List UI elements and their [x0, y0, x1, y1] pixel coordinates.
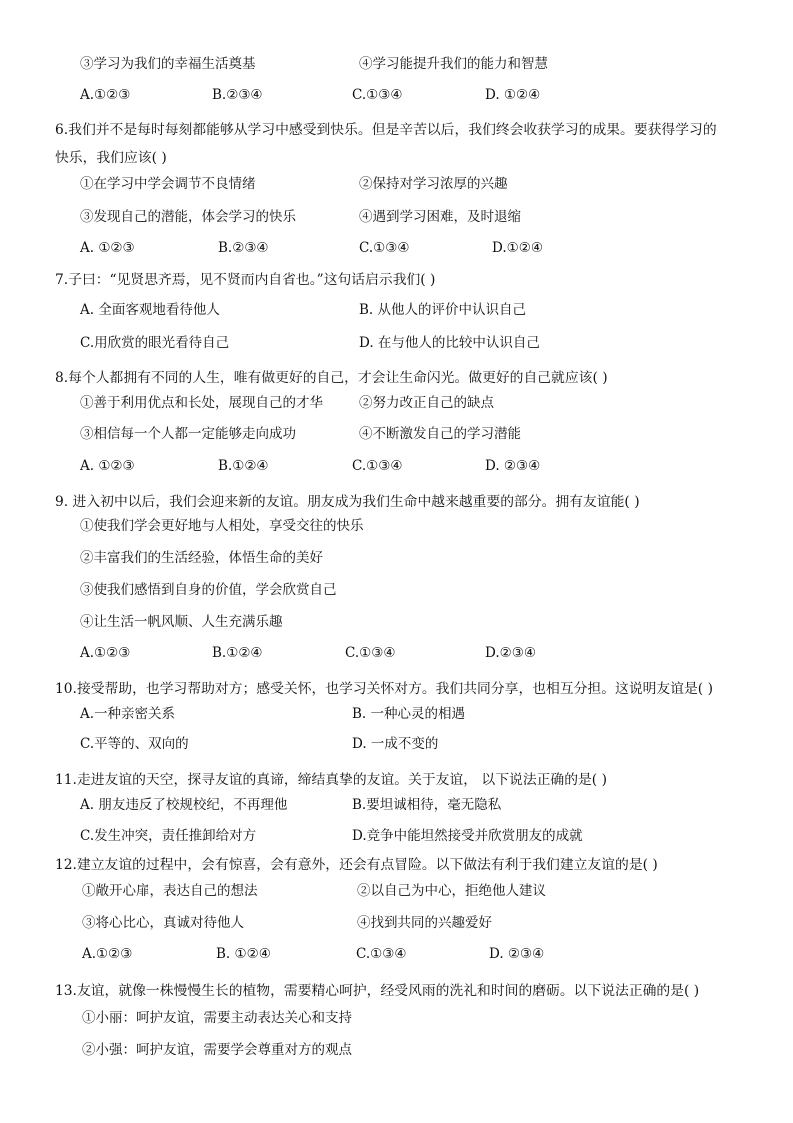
q5-option-4: ④学习能提升我们的能力和智慧 [359, 56, 548, 72]
q6-option-3: ③发现自己的潜能，体会学习的快乐 [80, 209, 296, 225]
q12-stem: 12.建立友谊的过程中，会有惊喜，会有意外，还会有点冒险。以下做法有利于我们建立友谊的是( ) [55, 857, 658, 873]
q8-answer-b: B.①②④ [218, 458, 269, 474]
q13-stem: 13.友谊，就像一株慢慢生长的植物，需要精心呵护，经受风雨的洗礼和时间的磨砺。以下说法正确的是( ) [55, 983, 700, 999]
q6-stem-line-1: 6.我们并不是每时每刻都能够从学习中感受到快乐。但是辛苦以后，我们终会收获学习的成果。要获得学习的 [55, 122, 717, 138]
q9-answer-c: C.①③④ [345, 645, 396, 661]
q9-option-3: ③使我们感悟到自身的价值，学会欣赏自己 [80, 582, 337, 598]
q13-option-1: ①小丽：呵护友谊，需要主动表达关心和支持 [82, 1010, 352, 1026]
q6-stem-line-2: 快乐，我们应该( ) [55, 150, 167, 166]
q11-answer-d: D.竞争中能坦然接受并欣赏朋友的成就 [352, 828, 583, 844]
q6-option-2: ②保持对学习浓厚的兴趣 [359, 176, 508, 192]
q12-answer-c: C.①③④ [356, 946, 407, 962]
q5-answer-a: A.①②③ [80, 87, 131, 103]
q9-option-1: ①使我们学会更好地与人相处，享受交往的快乐 [80, 518, 364, 534]
q12-option-1: ①敞开心扉，表达自己的想法 [82, 883, 258, 899]
q12-option-4: ④找到共同的兴趣爱好 [357, 915, 492, 931]
q9-answer-d: D.②③④ [485, 645, 536, 661]
q7-answer-c: C.用欣赏的眼光看待自己 [80, 335, 230, 351]
q8-stem: 8.每个人都拥有不同的人生，唯有做更好的自己，才会让生命闪光。做更好的自己就应该( ) [55, 370, 608, 386]
q10-answer-b: B. 一种心灵的相遇 [352, 706, 466, 722]
q6-answer-b: B.②③④ [218, 240, 269, 256]
q8-answer-a: A. ①②③ [80, 458, 135, 474]
q10-stem: 10.接受帮助，也学习帮助对方；感受关怀，也学习关怀对方。我们共同分享，也相互分担。这说明友谊是( ) [55, 681, 713, 697]
q7-answer-a: A. 全面客观地看待他人 [80, 302, 220, 318]
q6-answer-c: C.①③④ [359, 240, 410, 256]
q9-stem: 9. 进入初中以后，我们会迎来新的友谊。朋友成为我们生命中越来越重要的部分。拥有友谊能( ) [55, 494, 640, 510]
q12-option-3: ③将心比心，真诚对待他人 [82, 915, 244, 931]
q5-answer-d: D. ①②④ [485, 87, 541, 103]
q6-option-1: ①在学习中学会调节不良情绪 [80, 176, 256, 192]
q10-answer-c: C.平等的、双向的 [80, 736, 189, 752]
q7-answer-d: D. 在与他人的比较中认识自己 [359, 335, 540, 351]
q12-answer-b: B. ①②④ [216, 946, 271, 962]
q5-answer-c: C.①③④ [352, 87, 403, 103]
q6-option-4: ④遇到学习困难，及时退缩 [359, 209, 521, 225]
q9-answer-a: A.①②③ [80, 645, 131, 661]
q8-answer-c: C.①③④ [352, 458, 403, 474]
q6-answer-d: D.①②④ [492, 240, 543, 256]
q8-option-2: ②努力改正自己的缺点 [359, 395, 494, 411]
q9-option-2: ②丰富我们的生活经验，体悟生命的美好 [80, 550, 323, 566]
q9-answer-b: B.①②④ [212, 645, 263, 661]
q13-option-2: ②小强：呵护友谊，需要学会尊重对方的观点 [82, 1042, 352, 1058]
q11-answer-c: C.发生冲突，责任推卸给对方 [80, 828, 257, 844]
q5-answer-b: B.②③④ [212, 87, 263, 103]
q8-option-3: ③相信每一个人都一定能够走向成功 [80, 426, 296, 442]
q5-option-3: ③学习为我们的幸福生活奠基 [80, 56, 256, 72]
q11-answer-a: A. 朋友违反了校规校纪，不再理他 [80, 797, 288, 813]
q12-option-2: ②以自己为中心，拒绝他人建议 [357, 883, 546, 899]
q12-answer-a: A.①②③ [82, 946, 133, 962]
q7-stem: 7.子曰：“见贤思齐焉，见不贤而内自省也。”这句话启示我们( ) [55, 272, 436, 288]
q6-answer-a: A. ①②③ [80, 240, 135, 256]
q11-stem: 11.走进友谊的天空，探寻友谊的真谛，缔结真挚的友谊。关于友谊， 以下说法正确的是( ) [55, 772, 607, 788]
q12-answer-d: D. ②③④ [489, 946, 545, 962]
q10-answer-a: A.一种亲密关系 [80, 706, 176, 722]
q9-option-4: ④让生活一帆风顺、人生充满乐趣 [80, 614, 283, 630]
q10-answer-d: D. 一成不变的 [352, 736, 439, 752]
q8-answer-d: D. ②③④ [485, 458, 541, 474]
q8-option-4: ④不断激发自己的学习潜能 [359, 426, 521, 442]
q11-answer-b: B.要坦诚相待，毫无隐私 [352, 797, 502, 813]
q7-answer-b: B. 从他人的评价中认识自己 [359, 302, 527, 318]
q8-option-1: ①善于利用优点和长处，展现自己的才华 [80, 395, 323, 411]
